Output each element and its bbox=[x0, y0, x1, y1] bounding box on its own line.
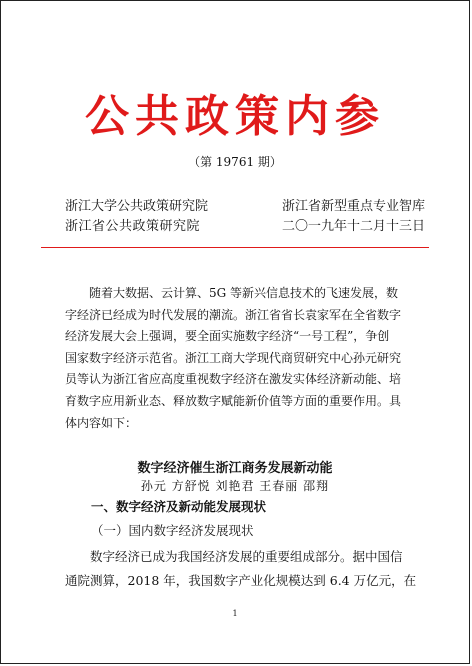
summary-line: 育数字应用新业态、释放数字赋能新价值等方面的重要作用。具 bbox=[65, 393, 402, 408]
issuer-row-2 bbox=[65, 217, 425, 237]
issuer-left-2: 浙江省公共政策研究院 bbox=[65, 219, 201, 234]
body-line: 通院测算，2018 年，我国数字产业化规模达到 6.4 万亿元，在 bbox=[65, 573, 417, 588]
summary-line: 随着大数据、云计算、5G 等新兴信息技术的飞速发展，数 bbox=[89, 286, 399, 300]
summary-line: 字经济已经成为时代发展的潮流。浙江省省长袁家军在全省数字 bbox=[65, 307, 402, 322]
issuer-block bbox=[65, 197, 425, 237]
summary-line: 体内容如下： bbox=[65, 415, 138, 430]
issuer-right-1: 浙江省新型重点专业智库 bbox=[281, 199, 425, 214]
body-line: 数字经济已成为我国经济发展的重要组成部分。据中国信 bbox=[90, 549, 403, 564]
issuer-row-1 bbox=[65, 197, 425, 217]
summary-line: 员等认为浙江省应高度重视数字经济在激发实体经济新动能、培 bbox=[65, 372, 402, 387]
body-paragraph bbox=[65, 545, 419, 593]
document-title: 公共政策内参 bbox=[85, 91, 385, 142]
article-authors: 孙元 方舒悦 刘艳君 王春丽 邵翔 bbox=[140, 479, 330, 493]
issue-number: （第 19761 期） bbox=[188, 155, 282, 169]
red-divider bbox=[41, 247, 429, 248]
subsection-heading: （一）国内数字经济发展现状 bbox=[91, 523, 254, 538]
issuer-left-1: 浙江大学公共政策研究院 bbox=[65, 199, 209, 214]
page-number: 1 bbox=[232, 609, 238, 618]
summary-paragraph bbox=[65, 283, 419, 434]
article-headline: 数字经济催生浙江商务发展新动能 bbox=[137, 461, 333, 476]
summary-line: 经济发展大会上强调，要全面实施数字经济“一号工程”，争创 bbox=[65, 329, 390, 344]
summary-line: 国家数字经济示范省。浙江工商大学现代商贸研究中心孙元研究 bbox=[65, 350, 402, 365]
section-heading: 一、数字经济及新动能发展现状 bbox=[91, 499, 267, 514]
issue-date: 二〇一九年十二月十三日 bbox=[281, 219, 425, 234]
